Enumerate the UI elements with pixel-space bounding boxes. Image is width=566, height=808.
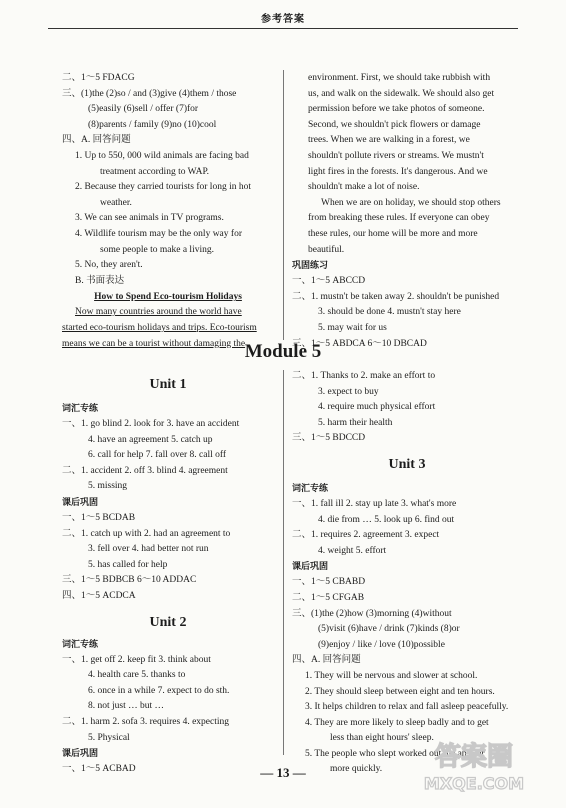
essay-paragraph-1 [308,71,508,196]
section-heading: 词汇专练 [62,639,99,650]
essay-line: permission before we take photos of someone. [308,104,485,115]
unit-1-title: Unit 1 [149,377,187,392]
answer-line: 3. should be done 4. mustn't stay here [318,307,461,318]
unit-2-title: Unit 2 [149,614,187,630]
page-header-title: 参考答案 [261,14,305,25]
answer-line: 三、1～5 ABDCA 6～10 DBCAD [292,338,427,349]
section-heading: 课后巩固 [62,749,99,760]
essay-line: trees. When we are walking in a forest, we [308,135,470,146]
answer-line: 二、1～5 FDACG [62,73,135,83]
essay-line: shouldn't pollute rivers or streams. We mustn't [308,150,484,161]
answer-line: 二、1. requires 2. agreement 3. expect [292,530,440,541]
answer-line: 三、1～5 BDCCD [292,433,366,444]
unit-3-title: Unit 3 [388,456,426,472]
bottom-right-column [292,369,522,778]
answer-line: 一、1. fall ill 2. stay up late 3. what's more [292,498,457,509]
answer-line: 1. They will be nervous and slower at school. [305,670,478,681]
essay-line: shouldn't make a lot of noise. [308,182,420,193]
answer-line: 4. health care 5. thanks to [88,670,186,681]
answer-line: 5. missing [88,481,128,492]
section-heading: 巩固练习 [292,261,329,272]
answer-line: 4. weight 5. effort [318,545,387,556]
answer-line: 8. not just … but … [88,701,165,712]
answer-line: 四、A. 回答问题 [292,655,361,666]
answer-line: 三、1～5 BDBCB 6～10 ADDAC [62,575,197,586]
answer-line: 二、1. accident 2. off 3. blind 4. agreement [62,465,228,476]
watermark-logo [404,735,544,795]
answer-line: 四、1～5 ACDCA [62,590,136,601]
section-heading: 课后巩固 [292,562,329,573]
answer-line: (9)enjoy / like / love (10)possible [318,639,445,650]
answer-line: 二、1. Thanks to 2. make an effort to [292,371,436,381]
essay-line: Now many countries around the world have [75,307,242,318]
answer-line: 三、(1)the (2)so / and (3)give (4)them / those [62,88,237,99]
answer-line: 三、(1)the (2)how (3)morning (4)without [292,608,452,619]
essay-line: beautiful. [308,244,345,255]
answer-list [62,71,274,289]
answer-line: some people to make a living. [100,244,214,255]
answer-list [292,369,522,447]
answer-line: 一、1～5 ABCCD [292,276,366,287]
essay-line: started eco-tourism holidays and trips. Eco-tourism [62,322,257,333]
top-left-column [62,71,274,352]
answer-line: weather. [100,197,132,208]
answer-line: 5. may wait for us [318,322,387,333]
answer-line: (5)visit (6)have / drink (7)kinds (8)or [318,624,460,635]
answer-list [62,417,274,495]
answer-line: 四、A. 回答问题 [62,135,131,146]
essay-line: us, and walk on the sidewalk. We should also get [308,88,495,99]
answer-line: 2. They should sleep between eight and ten hours. [305,686,495,697]
answer-line: 2. Because they carried tourists for long in hot [75,182,251,193]
page-number: — 13 — [260,765,306,780]
answer-line: 二、1. mustn't be taken away 2. shouldn't be punished [292,291,500,302]
answer-line: 3. We can see animals in TV programs. [75,213,224,224]
answer-line: 3. fell over 4. had better not run [88,544,209,555]
answer-line: 3. It helps children to relax and fall asleep peacefully. [305,702,509,713]
svg-text:答案圈: 答案圈 [434,742,514,772]
answer-line: 5. has called for help [88,559,168,570]
answer-list [62,511,274,605]
answer-line: (5)easily (6)sell / offer (7)for [88,104,199,115]
answer-line: 5. harm their health [318,417,393,428]
essay-title: How to Spend Eco-tourism Holidays [94,292,242,303]
answer-line: 一、1～5 BCDAB [62,512,136,523]
answer-line: less than eight hours' sleep. [330,733,434,744]
answer-line: 4. have an agreement 5. catch up [88,434,213,445]
answer-line: 5. No, they aren't. [75,260,143,271]
answer-list [62,653,274,747]
bottom-left-column [62,373,274,778]
answer-line: 一、1. get off 2. keep fit 3. think about [62,654,211,665]
essay-line: light fires in the forests. It's dangerous. And we [308,166,488,177]
answer-line: 4. die from … 5. look up 6. find out [318,514,455,525]
answer-line: 4. require much physical effort [318,402,436,413]
svg-text:MXQE.COM: MXQE.COM [423,774,525,793]
answer-line: treatment according to WAP. [100,166,210,177]
answer-line: 一、1～5 ACBAD [62,764,136,775]
module-title: Module 5 [244,341,322,362]
answer-line: 5. Physical [88,732,130,743]
column-divider-bottom [283,370,284,755]
answer-line: 4. They are more likely to sleep badly and to get [305,717,489,728]
essay-paragraph-2 [308,196,508,258]
answer-line: B. 书面表达 [75,275,125,286]
column-divider-top [283,70,284,340]
answer-line: 6. once in a while 7. expect to do sth. [88,685,230,696]
answer-line: 二、1. catch up with 2. had an agreement to [62,528,231,539]
section-heading: 词汇专练 [62,404,99,414]
answer-line: 一、1. go blind 2. look for 3. have an accident [62,419,240,429]
answer-line: 5. The people who slept worked out the answer [305,748,485,759]
answer-list [292,497,522,559]
answer-line: 1. Up to 550, 000 wild animals are facing bad [75,150,249,161]
essay-line: Second, we shouldn't pick flowers or damage [308,119,481,130]
answer-line: 二、1～5 CFGAB [292,592,365,603]
essay-line: means we can be a tourist without damaging the [62,338,246,349]
answer-line: 一、1～5 CBABD [292,577,366,588]
essay-line: When we are on holiday, we should stop others [321,197,501,208]
section-heading: 课后巩固 [62,497,99,508]
answer-line: 6. call for help 7. fall over 8. call off [88,450,227,461]
answer-line: 4. Wildlife tourism may be the only way for [75,228,242,239]
essay-line: from breaking these rules. If everyone can obey [308,213,490,224]
answer-line: 3. expect to buy [318,386,379,397]
header-rule [48,28,518,29]
section-heading: 词汇专练 [292,483,329,494]
answer-line: (8)parents / family (9)no (10)cool [88,119,217,130]
answer-line: more quickly. [330,764,383,775]
essay-line: environment. First, we should take rubbish with [308,73,491,83]
answer-line: 二、1. harm 2. sofa 3. requires 4. expecting [62,716,229,727]
essay-line: these rules, our home will be more and more [308,228,478,239]
top-right-column [292,71,508,352]
